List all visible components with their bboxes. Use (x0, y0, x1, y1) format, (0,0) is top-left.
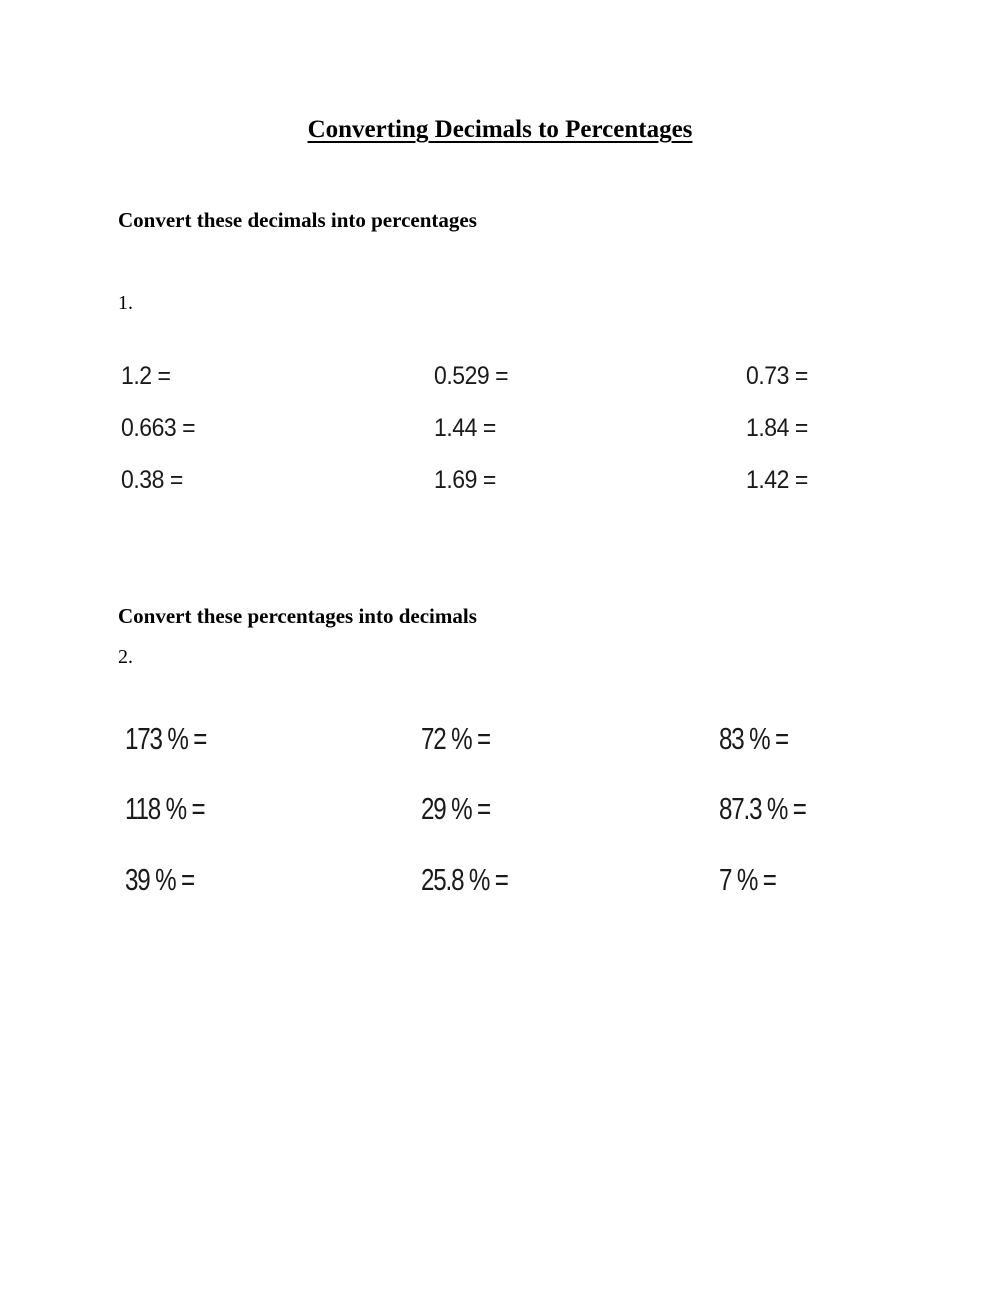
problem-item: 7 % = (719, 862, 776, 897)
worksheet-title: Converting Decimals to Percentages (307, 116, 693, 143)
problem-item: 0.73 = (746, 362, 808, 390)
problem-item: 29 % = (421, 791, 490, 826)
section-1-heading: Convert these decimals into percentages (118, 208, 477, 232)
problem-item: 87.3 % = (719, 791, 806, 826)
problem-item: 1.2 = (121, 362, 171, 390)
problem-item: 1.69 = (434, 466, 496, 494)
problem-item: 0.38 = (121, 466, 183, 494)
problem-item: 39 % = (125, 862, 194, 897)
problem-item: 83 % = (719, 721, 788, 756)
section-1-number: 1. (118, 292, 133, 314)
problem-item: 25.8 % = (421, 862, 508, 897)
problem-item: 1.42 = (746, 466, 808, 494)
problem-item: 118 % = (125, 791, 205, 826)
problem-item: 1.44 = (434, 414, 496, 442)
problem-item: 1.84 = (746, 414, 808, 442)
problem-item: 173 % = (125, 721, 207, 756)
problem-item: 72 % = (421, 721, 490, 756)
section-2-number: 2. (118, 646, 133, 668)
section-2-heading: Convert these percentages into decimals (118, 604, 477, 628)
problem-item: 0.663 = (121, 414, 196, 442)
problem-item: 0.529 = (434, 362, 509, 390)
